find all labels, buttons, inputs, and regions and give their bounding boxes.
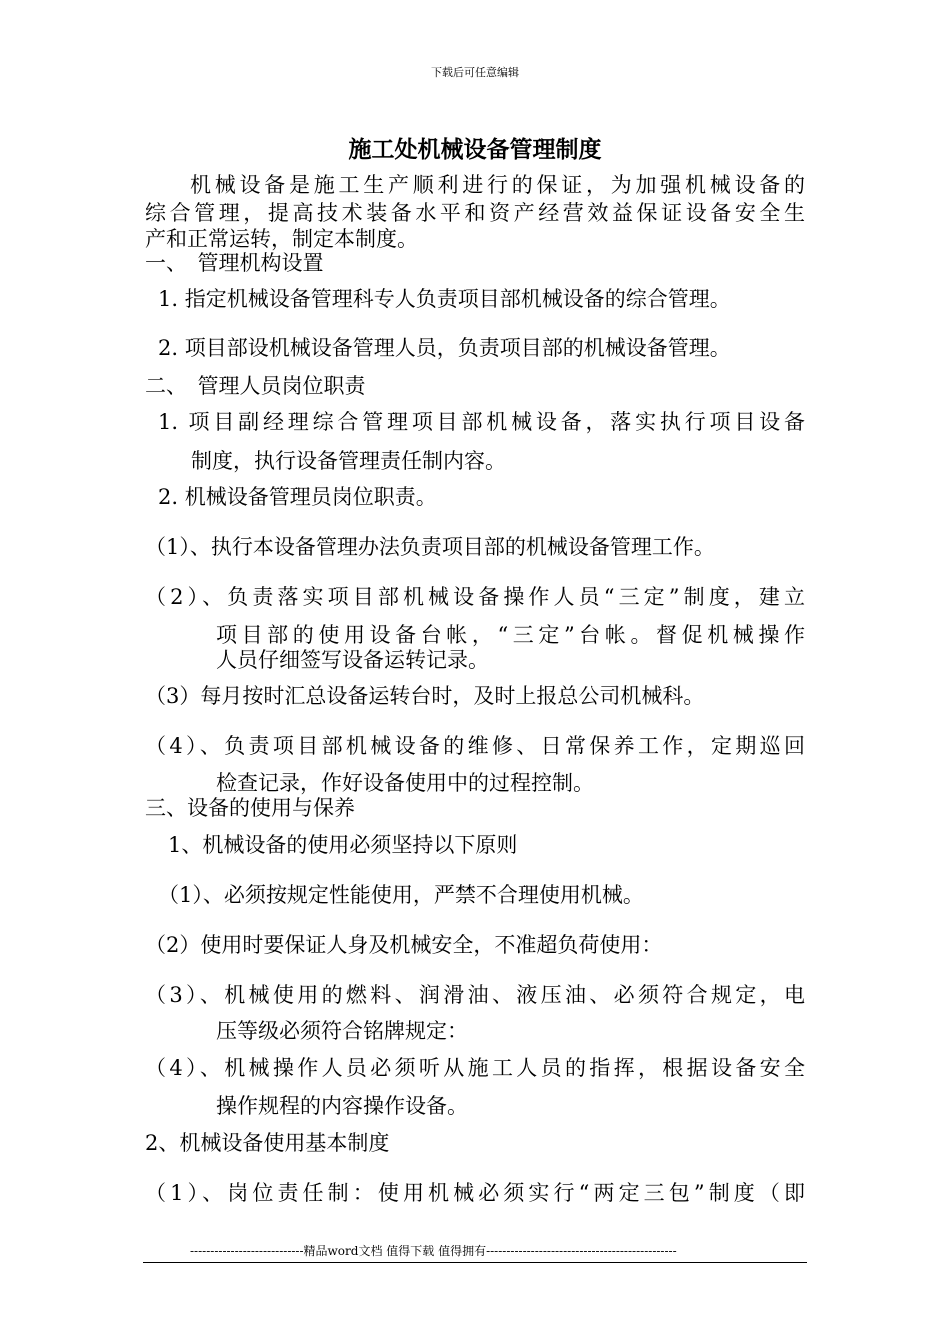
intro-line: 综合管理，提高技术装备水平和资产经营效益保证设备安全生	[145, 201, 805, 225]
section-heading: 一、 管理机构设置	[145, 251, 324, 275]
sub-item: （1）、岗位责任制：使用机械必须实行“两定三包”制度（即	[145, 1181, 805, 1205]
sub-item-continuation: 人员仔细签写设备运转记录。	[216, 648, 489, 672]
sub-item: （4）、机械操作人员必须听从施工人员的指挥，根据设备安全	[145, 1056, 805, 1080]
document-title: 施工处机械设备管理制度	[348, 136, 602, 163]
list-item: 1、机械设备的使用必须坚持以下原则	[168, 833, 518, 857]
footer-rule	[143, 1262, 807, 1263]
sub-item-continuation: 操作规程的内容操作设备。	[216, 1094, 468, 1118]
intro-line: 机械设备是施工生产顺利进行的保证，为加强机械设备的	[190, 173, 805, 197]
sub-item: （1）、必须按规定性能使用，严禁不合理使用机械。	[158, 883, 644, 907]
list-item: 1. 指定机械设备管理科专人负责项目部机械设备的综合管理。	[158, 287, 731, 311]
sub-item: （4）、负责项目部机械设备的维修、日常保养工作，定期巡回	[145, 734, 805, 758]
list-item-continuation: 制度，执行设备管理责任制内容。	[191, 449, 506, 473]
list-item: 2、机械设备使用基本制度	[145, 1131, 390, 1155]
intro-line: 产和正常运转，制定本制度。	[145, 227, 418, 251]
sub-item-continuation: 压等级必须符合铭牌规定：	[216, 1019, 468, 1043]
page-header: 下载后可任意编辑	[431, 66, 519, 79]
sub-item: （3）、机械使用的燃料、润滑油、液压油、必须符合规定，电	[145, 983, 805, 1007]
sub-item: （2）使用时要保证人身及机械安全，不准超负荷使用：	[145, 933, 663, 957]
sub-item-continuation: 检查记录，作好设备使用中的过程控制。	[216, 771, 594, 795]
section-heading: 二、 管理人员岗位职责	[145, 374, 366, 398]
sub-item-continuation: 项目部的使用设备台帐，“三定”台帐。督促机械操作	[216, 623, 805, 647]
section-heading: 三、设备的使用与保养	[145, 796, 355, 820]
list-item: 1. 项目副经理综合管理项目部机械设备，落实执行项目设备	[158, 410, 805, 434]
list-item: 2. 项目部设机械设备管理人员，负责项目部的机械设备管理。	[158, 336, 731, 360]
sub-item: （1）、执行本设备管理办法负责项目部的机械设备管理工作。	[145, 535, 715, 559]
sub-item: （3）每月按时汇总设备运转台时，及时上报总公司机械科。	[145, 684, 705, 708]
sub-item: （2）、负责落实项目部机械设备操作人员“三定”制度，建立	[145, 585, 805, 609]
page-footer: ----------------------------精品word文档 值得下载 值得拥有-----------------------------------------------	[190, 1244, 677, 1258]
list-item: 2. 机械设备管理员岗位职责。	[158, 485, 437, 509]
